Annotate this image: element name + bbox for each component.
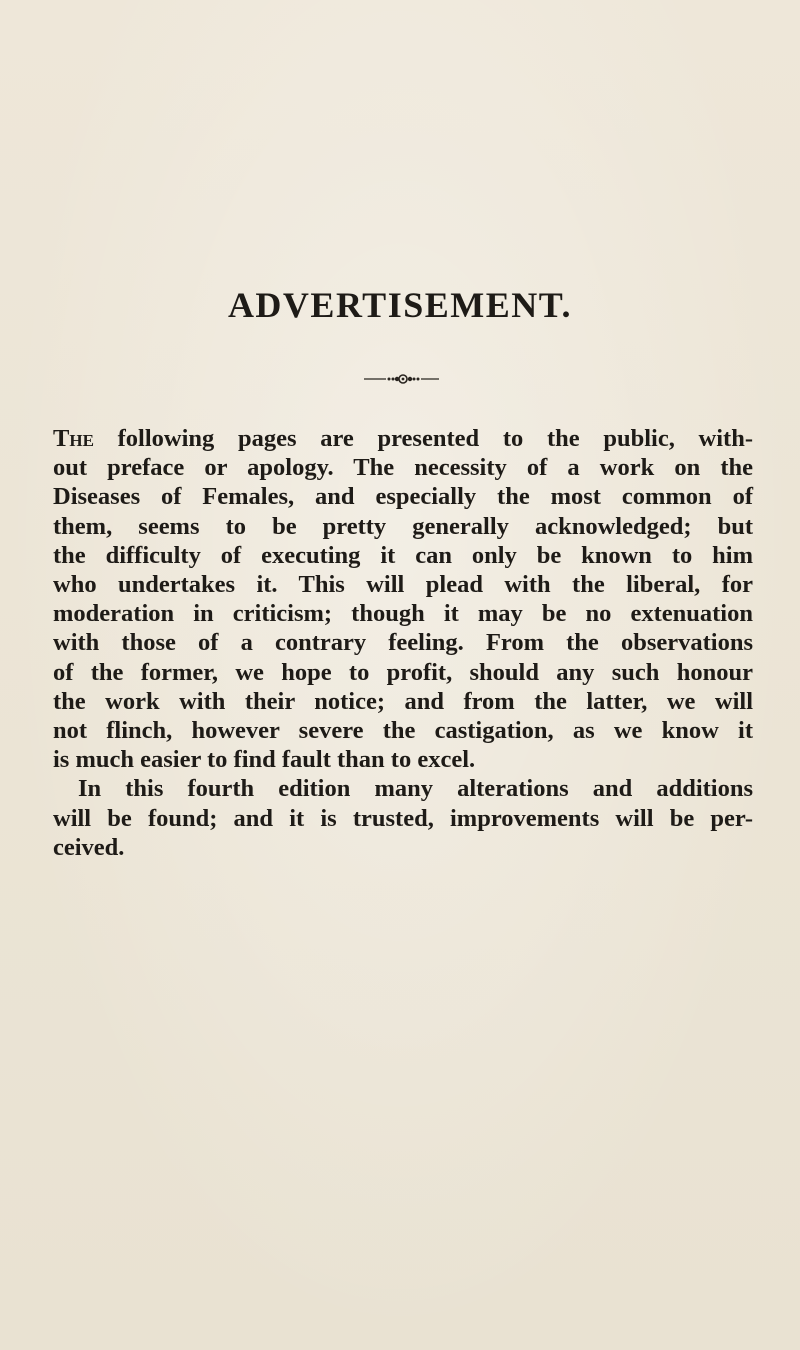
text-line: moderation in criticism; though it may be no extenuation — [53, 600, 753, 628]
text-line: ceived. — [53, 833, 125, 861]
text-line: not flinch, however severe the castigation, as we know it — [53, 717, 753, 745]
lead-word: The — [53, 425, 94, 452]
advertisement-body — [53, 424, 753, 862]
text-line: will be found; and it is trusted, improvements will be per- — [53, 804, 753, 832]
text-line — [53, 424, 753, 453]
text-line: Diseases of Females, and especially the most common of — [53, 483, 753, 511]
text-line: In this fourth edition many alterations and additions — [78, 775, 753, 803]
text-line: the work with their notice; and from the latter, we will — [53, 687, 753, 715]
text-line: the difficulty of executing it can only be known to him — [53, 541, 753, 569]
line-text: following pages are presented to the public, with- — [93, 425, 753, 452]
text-line: them, seems to be pretty generally acknowledged; but — [53, 512, 753, 540]
text-line: out preface or apology. The necessity of a work on the — [53, 454, 753, 482]
text-line: who undertakes it. This will plead with the liberal, for — [53, 571, 753, 599]
ornament-divider — [364, 372, 439, 386]
text-line: is much easier to find fault than to excel. — [53, 746, 476, 774]
text-line: with those of a contrary feeling. From the observations — [53, 629, 753, 657]
page-title: ADVERTISEMENT. — [227, 285, 573, 325]
text-line: of the former, we hope to profit, should any such honour — [53, 658, 753, 686]
